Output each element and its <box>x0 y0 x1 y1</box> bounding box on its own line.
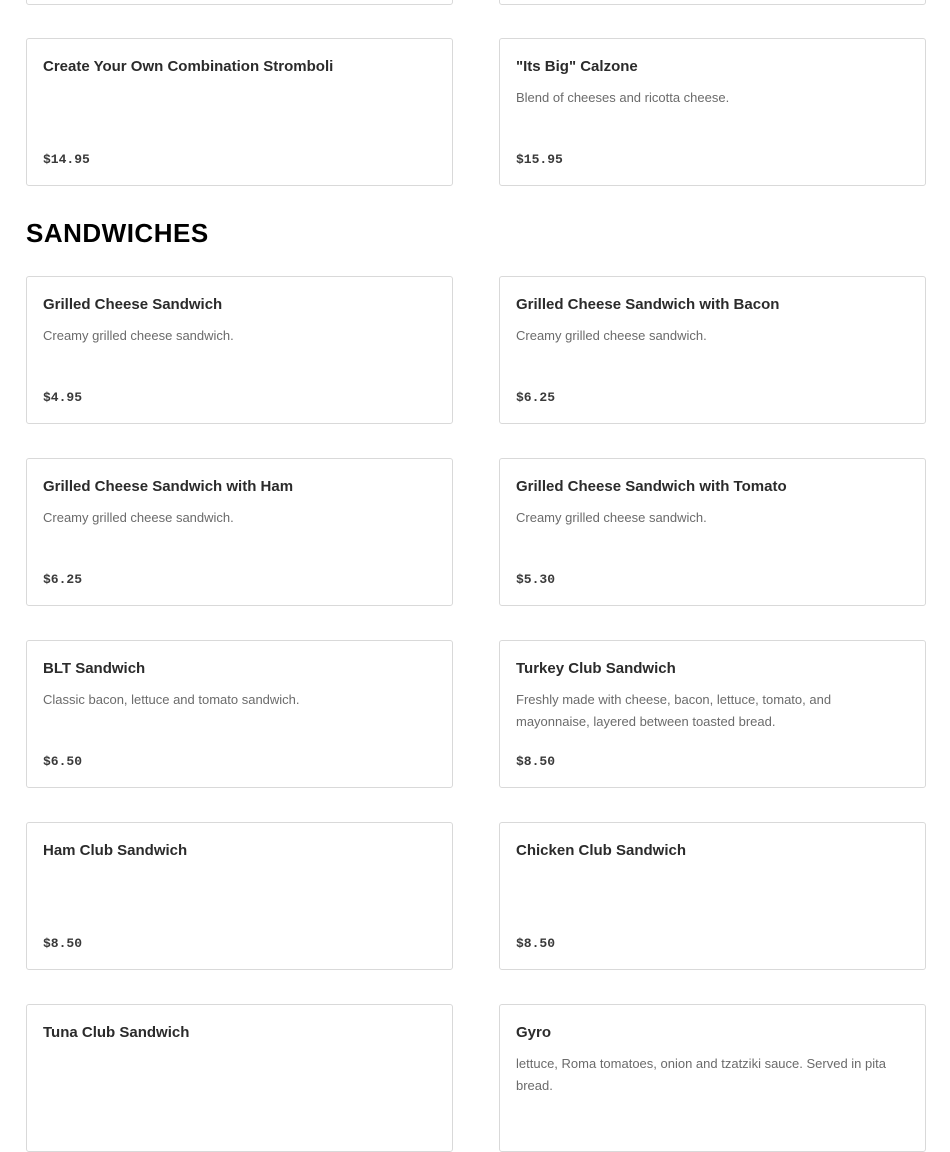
menu-item-card[interactable] <box>499 458 926 606</box>
menu-item-card[interactable] <box>499 640 926 788</box>
menu-item-price: $5.30 <box>516 572 556 587</box>
menu-item-name: Turkey Club Sandwich <box>516 660 676 677</box>
menu-item-price: $15.95 <box>516 152 563 167</box>
menu-item-price: $6.25 <box>43 572 83 587</box>
menu-item-price: $8.50 <box>516 754 556 769</box>
menu-item-price: $4.95 <box>43 390 83 405</box>
menu-item-description: Classic bacon, lettuce and tomato sandwich. <box>43 692 300 707</box>
menu-item-price: $6.25 <box>516 390 556 405</box>
menu-item-card[interactable] <box>26 38 453 186</box>
menu-item-card[interactable] <box>499 1004 926 1152</box>
menu-item-card[interactable] <box>26 1004 453 1152</box>
menu-item-price: $14.95 <box>43 152 90 167</box>
menu-item-name: Grilled Cheese Sandwich with Bacon <box>516 296 780 313</box>
menu-item-description: Blend of cheeses and ricotta cheese. <box>516 90 730 105</box>
menu-item-description: lettuce, Roma tomatoes, onion and tzatziki sauce. Served in pita bread. <box>516 1056 886 1093</box>
menu-item-card[interactable] <box>499 822 926 970</box>
menu-item-price: $8.50 <box>43 936 83 951</box>
menu-item-name: Grilled Cheese Sandwich with Ham <box>43 478 294 495</box>
menu-item-card[interactable] <box>26 640 453 788</box>
menu-item-name: Grilled Cheese Sandwich with Tomato <box>516 478 787 495</box>
menu-item-name: BLT Sandwich <box>43 660 146 677</box>
menu-item-description: Freshly made with cheese, bacon, lettuce, tomato, and mayonnaise, layered between toasted bread. <box>516 692 832 729</box>
menu-item-price: $6.50 <box>43 754 83 769</box>
menu-item-card[interactable] <box>499 276 926 424</box>
menu-item-card[interactable] <box>499 0 926 5</box>
menu-item-price: $8.50 <box>516 936 556 951</box>
menu-item-card[interactable] <box>499 38 926 186</box>
menu-item-name: Ham Club Sandwich <box>43 842 188 859</box>
menu-item-name: Gyro <box>516 1024 552 1041</box>
menu-item-name: Tuna Club Sandwich <box>43 1024 190 1041</box>
menu-item-name: Chicken Club Sandwich <box>516 842 687 859</box>
menu-item-description: Creamy grilled cheese sandwich. <box>516 328 707 343</box>
menu-item-name: "Its Big" Calzone <box>516 58 638 75</box>
menu-item-card[interactable] <box>26 822 453 970</box>
menu-item-description: Creamy grilled cheese sandwich. <box>43 510 234 525</box>
menu-item-card[interactable] <box>26 0 453 5</box>
menu-item-description: Creamy grilled cheese sandwich. <box>516 510 707 525</box>
menu-item-card[interactable] <box>26 276 453 424</box>
section-heading-sandwiches: SANDWICHES <box>26 218 209 248</box>
menu-item-name: Create Your Own Combination Stromboli <box>43 58 334 75</box>
menu-item-card[interactable] <box>26 458 453 606</box>
menu-item-name: Grilled Cheese Sandwich <box>43 296 223 313</box>
menu-item-description: Creamy grilled cheese sandwich. <box>43 328 234 343</box>
